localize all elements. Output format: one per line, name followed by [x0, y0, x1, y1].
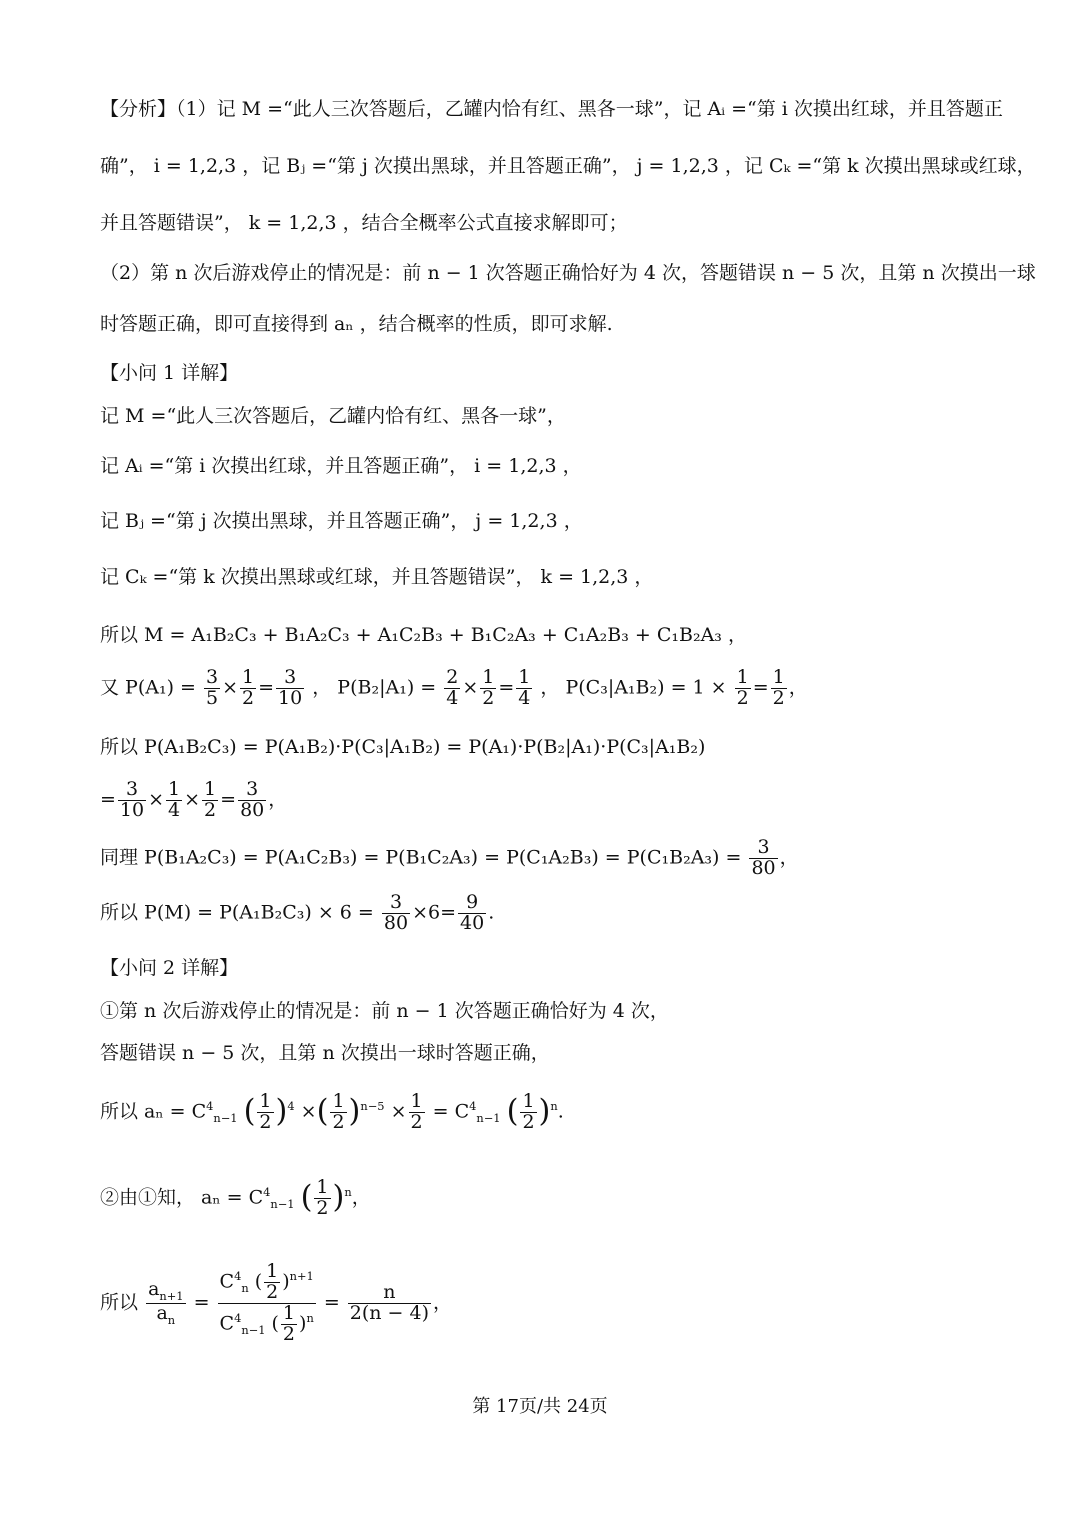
fraction: $\frac{1}{4}$ [168, 778, 181, 821]
q1-line-6: 又 P(A₁) = $\frac{3}{5}$ × $\frac{1}{2}$ = $\frac{3}{10}$ ， P(B₂|A₁) = $\frac{2}{4}$ × $\frac{1}{2}$ = $\frac{1}{4}$ ， P(C₃|A₁B₂) = 1 × $\frac{1}{2}$ = $\frac{1}{2}$ ， [100, 666, 808, 709]
q1-line-6-a: 又 P(A₁) = [100, 676, 196, 699]
fraction: $\frac{1}{2}$ [482, 666, 495, 709]
q1-heading: 【小问 1 详解】 [100, 362, 239, 384]
analysis-line-3: 并且答题错误”， k = 1,2,3 ，结合全概率公式直接求解即可； [100, 212, 628, 234]
fraction: $\frac{1}{2}$ [282, 1301, 296, 1345]
fraction: $\frac{9}{40}$ [460, 891, 485, 934]
q1-line-8: = $\frac{3}{10}$ × $\frac{1}{4}$ × $\frac{1}{2}$ = $\frac{3}{80}$ ， [100, 778, 288, 821]
fraction: $\frac{1}{4}$ [518, 666, 531, 709]
page-footer: 第 17页/共 24页 [472, 1396, 608, 1417]
q1-line-2: 记 Aᵢ =“第 i 次摸出红球，并且答题正确”， i = 1,2,3 ， [100, 455, 582, 477]
fraction: $\frac{3}{80}$ [240, 778, 265, 821]
q1-line-3: 记 Bⱼ =“第 j 次摸出黑球，并且答题正确”， j = 1,2,3 ， [100, 510, 583, 532]
q2-line-4: ②由①知， $a_n = C^4_{n-1}$ ( $\frac{1}{2}$ )$^n$， [100, 1176, 371, 1219]
fraction: $\frac{3}{5}$ [206, 666, 219, 709]
fraction: $\frac{1}{2}$ [736, 666, 749, 709]
fraction: $\frac{1}{2}$ [242, 666, 255, 709]
q1-line-5: 所以 M = A₁B₂C₃ + B₁A₂C₃ + A₁C₂B₃ + B₁C₂A₃ + C₁A₂B₃ + C₁B₂A₃ ， [100, 624, 747, 646]
q2-line-5: 所以 $\frac{a_{n+1}}{a_n}$ = $C^4_n$ ( $\frac{1}{2}$ )$^{n+1}$ $C^4_{n-1}$ ( $\frac{1}{2}$ )$^n$ = $\frac{n}{2(n - 4)}$ ， [100, 1260, 453, 1345]
fraction: $\frac{1}{2}$ [316, 1176, 329, 1219]
q1-line-10-text: 所以 P(M) = P(A₁B₂C₃) × 6 = [100, 901, 374, 924]
fraction: $\frac{1}{2}$ [522, 1090, 535, 1133]
q2-line-3: 所以 $a_n = C^4_{n-1}$ ( $\frac{1}{2}$ )$^4$ ×( $\frac{1}{2}$ )$^{n-5}$ × $\frac{1}{2}$ = $C^4_{n-1}$ ( $\frac{1}{2}$ )$^n$. [100, 1090, 564, 1133]
fraction: $\frac{n}{2(n - 4)}$ [349, 1280, 430, 1324]
q1-line-9: 同理 P(B₁A₂C₃) = P(A₁C₂B₃) = P(B₁C₂A₃) = P(C₁A₂B₃) = P(C₁B₂A₃) = $\frac{3}{80}$ ， [100, 836, 799, 879]
q2-heading: 【小问 2 详解】 [100, 957, 239, 979]
fraction: $\frac{3}{80}$ [751, 836, 776, 879]
q2-line-2: 答题错误 n − 5 次，且第 n 次摸出一球时答题正确， [100, 1042, 550, 1064]
q2-line-1: ①第 n 次后游戏停止的情况是：前 n − 1 次答题正确恰好为 4 次， [100, 1000, 669, 1022]
q1-line-6-b: ， P(B₂|A₁) = [312, 676, 437, 699]
q1-line-4: 记 Cₖ =“第 k 次摸出黑球或红球，并且答题错误”， k = 1,2,3 ， [100, 566, 654, 588]
q2-line-5-prefix: 所以 [100, 1291, 139, 1314]
q1-line-9-text: 同理 P(B₁A₂C₃) = P(A₁C₂B₃) = P(B₁C₂A₃) = P(C₁A₂B₃) = P(C₁B₂A₃) = [100, 846, 742, 869]
fraction: $C^4_n$ ( $\frac{1}{2}$ )$^{n+1}$ $C^4_{n-1}$ ( $\frac{1}{2}$ )$^n$ [219, 1260, 314, 1345]
analysis-line-2: 确”， i = 1,2,3 ，记 Bⱼ =“第 j 次摸出黑球，并且答题正确”， j = 1,2,3 ，记 Cₖ =“第 k 次摸出黑球或红球， [100, 155, 1036, 177]
fraction: $\frac{2}{4}$ [446, 666, 459, 709]
fraction: $\frac{1}{2}$ [410, 1090, 423, 1133]
fraction: $\frac{1}{2}$ [259, 1090, 272, 1133]
q2-line-4-prefix: ②由①知， aₙ = [100, 1186, 243, 1209]
fraction: $\frac{1}{2}$ [266, 1260, 279, 1303]
q1-line-7: 所以 P(A₁B₂C₃) = P(A₁B₂)·P(C₃|A₁B₂) = P(A₁)·P(B₂|A₁)·P(C₃|A₁B₂) [100, 736, 706, 758]
analysis-line-4: （2）第 n 次后游戏停止的情况是：前 n − 1 次答题正确恰好为 4 次，答题错误 n − 5 次，且第 n 次摸出一球 [100, 262, 1036, 284]
fraction: $\frac{1}{2}$ [772, 666, 785, 709]
fraction: $\frac{1}{2}$ [332, 1090, 345, 1133]
fraction: $\frac{3}{80}$ [383, 891, 409, 934]
analysis-line-5: 时答题正确，即可直接得到 aₙ ，结合概率的性质，即可求解. [100, 313, 613, 335]
q1-line-1: 记 M =“此人三次答题后，乙罐内恰有红、黑各一球”， [100, 405, 566, 427]
fraction: $\frac{a_{n+1}}{a_n}$ [148, 1278, 184, 1327]
q1-line-6-c: ， P(C₃|A₁B₂) = 1 × [540, 676, 727, 699]
q2-line-3-prefix: 所以 aₙ = [100, 1100, 186, 1123]
fraction: $\frac{1}{2}$ [204, 778, 217, 821]
analysis-line-1: 【分析】（1）记 M =“此人三次答题后，乙罐内恰有红、黑各一球”，记 Aᵢ =“第 i 次摸出红球，并且答题正 [100, 98, 1003, 120]
fraction: $\frac{3}{10}$ [278, 666, 303, 709]
fraction: $\frac{3}{10}$ [119, 778, 145, 821]
q1-line-10: 所以 P(M) = P(A₁B₂C₃) × 6 = $\frac{3}{80}$ ×6= $\frac{9}{40}$ . [100, 891, 495, 934]
